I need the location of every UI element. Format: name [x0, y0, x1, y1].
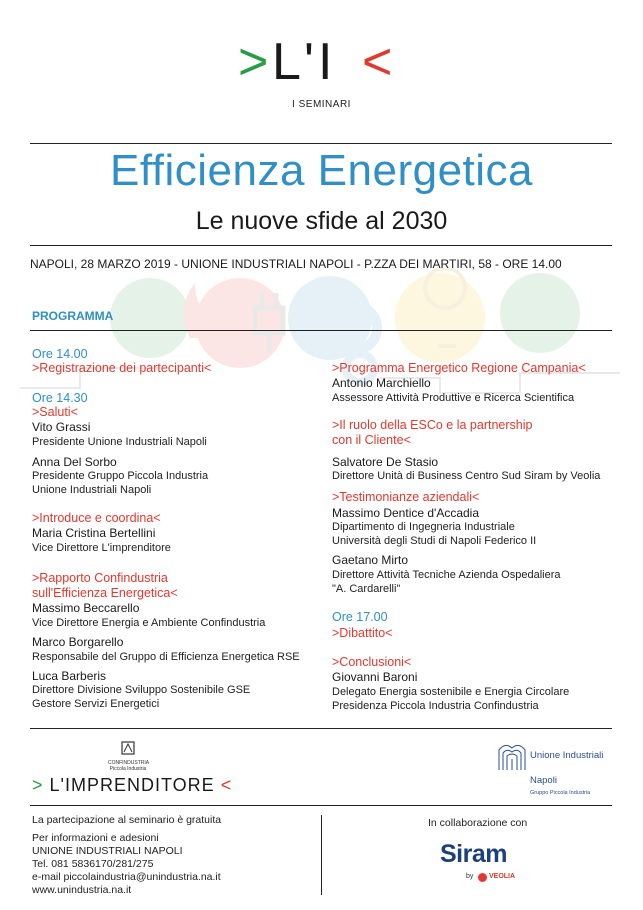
time-1430: Ore 14.30: [32, 391, 88, 405]
programma-rule: [30, 330, 612, 331]
section-conclusioni: >Conclusioni<: [332, 655, 412, 669]
siram-wordmark: Siram: [440, 840, 507, 868]
role-barberis-1: Direttore Divisione Sviluppo Sostenibile GSE: [32, 684, 251, 696]
speaker-beccarello: Massimo Beccarello: [32, 601, 140, 615]
speaker-dentice: Massimo Dentice d'Accadia: [332, 506, 480, 520]
section-introduce: >Introduce e coordina<: [32, 511, 161, 525]
role-baroni-2: Presidenza Piccola Industria Confindustria: [332, 700, 539, 712]
time-1700: Ore 17.00: [332, 610, 388, 624]
footer-rule: [30, 805, 612, 806]
energy-illustration: [0, 268, 643, 428]
role-sorbo-2: Unione Industriali Napoli: [32, 484, 152, 496]
role-marchiello: Assessore Attività Produttive e Ricerca Scientifica: [332, 392, 575, 404]
footer-web[interactable]: www.unindustria.na.it: [32, 884, 132, 896]
role-grassi: Presidente Unione Industriali Napoli: [32, 436, 207, 448]
speaker-mirto: Gaetano Mirto: [332, 553, 409, 567]
imprenditore-gt: >: [32, 775, 44, 795]
role-sorbo-1: Presidente Gruppo Piccola Industria: [32, 470, 209, 482]
role-borgarello: Responsabile del Gruppo di Efficienza Energetica RSE: [32, 651, 300, 663]
footer-info: Per informazioni e adesioni: [32, 832, 159, 844]
veolia-mark: [478, 873, 487, 882]
role-dentice-2: Università degli Studi di Napoli Federico II: [332, 535, 537, 547]
illus-circle-yellow: [395, 273, 485, 363]
unione-emblem-icon: [497, 740, 527, 772]
series-logo: [238, 33, 406, 91]
footer-mail[interactable]: e-mail piccolaindustria@unindustria.na.it: [32, 871, 221, 883]
illus-circle-green: [110, 278, 190, 358]
programma-label: PROGRAMMA: [32, 309, 114, 323]
program-bottom-rule: [30, 728, 612, 729]
logo-l: L: [272, 33, 301, 91]
speaker-bertellini: Maria Cristina Bertellini: [32, 526, 156, 540]
section-testimonianze: >Testimonianze aziendali<: [332, 490, 480, 504]
unione-city: Napoli: [530, 775, 557, 786]
section-registrazione: >Registrazione dei partecipanti<: [32, 361, 212, 375]
unione-group: Gruppo Piccola Industria: [530, 790, 591, 796]
role-baroni-1: Delegato Energia sostenibile e Energia Circolare: [332, 686, 570, 698]
speaker-barberis: Luca Barberis: [32, 669, 107, 683]
section-rapporto-1: >Rapporto Confindustria: [32, 571, 168, 585]
section-saluti: >Saluti<: [32, 405, 78, 419]
siram-by: by: [466, 873, 474, 880]
footer-collab: In collaborazione con: [428, 817, 528, 829]
confindustria-emblem-icon: [121, 741, 135, 755]
section-programma-energetico: >Programma Energetico Regione Campania<: [332, 361, 586, 375]
section-esco-1: >Il ruolo della ESCo e la partnership: [332, 418, 533, 432]
speaker-marchiello: Antonio Marchiello: [332, 376, 431, 390]
illus-circle-green2: [500, 273, 580, 353]
event-line: NAPOLI, 28 MARZO 2019 - UNIONE INDUSTRIALI NAPOLI - P.ZZA DEI MARTIRI, 58 - ORE 14.00: [30, 257, 562, 271]
footer-tel: Tel. 081 5836170/281/275: [32, 858, 154, 870]
speaker-destasio: Salvatore De Stasio: [332, 455, 439, 469]
confindustria-logo: [108, 741, 148, 772]
speaker-sorbo: Anna Del Sorbo: [32, 455, 117, 469]
imprenditore-lt: <: [220, 775, 233, 795]
subtitle-rule: [30, 245, 612, 246]
footer-divider: [321, 815, 322, 895]
confindustria-name: CONFINDUSTRIA: [108, 760, 150, 766]
page-title: Efficienza Energetica: [109, 146, 534, 195]
logo-gt: >: [238, 33, 269, 91]
role-barberis-2: Gestore Servizi Energetici: [32, 698, 160, 710]
imprenditore-name: L'IMPRENDITORE: [49, 775, 215, 795]
section-esco-2: con il Cliente<: [332, 433, 411, 447]
section-rapporto-2: sull'Efficienza Energetica<: [32, 586, 178, 600]
logo-lt: <: [362, 33, 393, 91]
footer-free: La partecipazione al seminario è gratuita: [32, 814, 222, 826]
speaker-grassi: Vito Grassi: [32, 420, 91, 434]
speaker-borgarello: Marco Borgarello: [32, 635, 124, 649]
logo-subtitle: I SEMINARI: [292, 99, 351, 110]
role-beccarello: Vice Direttore Energia e Ambiente Confindustria: [32, 617, 266, 629]
imprenditore-logo: [32, 775, 232, 796]
role-bertellini: Vice Direttore L'imprenditore: [32, 542, 171, 554]
role-mirto-1: Direttore Attività Tecniche Azienda Ospedaliera: [332, 569, 561, 581]
unione-name: Unione Industriali: [530, 750, 604, 761]
logo-apos: ': [304, 33, 314, 91]
siram-logo: [440, 840, 530, 885]
section-dibattito: >Dibattito<: [332, 626, 393, 640]
speaker-baroni: Giovanni Baroni: [332, 670, 418, 684]
top-rule: [30, 143, 612, 144]
page-subtitle: Le nuove sfide al 2030: [195, 207, 448, 235]
logo-i: I: [318, 33, 333, 91]
role-destasio: Direttore Unità di Business Centro Sud Siram by Veolia: [332, 470, 601, 482]
role-mirto-2: "A. Cardarelli": [332, 583, 401, 595]
confindustria-sub: Piccola Industria: [109, 766, 147, 772]
footer-org: UNIONE INDUSTRIALI NAPOLI: [32, 845, 183, 857]
veolia-wordmark: VEOLIA: [489, 873, 516, 880]
time-1400: Ore 14.00: [32, 347, 88, 361]
role-dentice-1: Dipartimento di Ingegneria Industriale: [332, 521, 515, 533]
unione-industriali-logo: [497, 740, 617, 800]
